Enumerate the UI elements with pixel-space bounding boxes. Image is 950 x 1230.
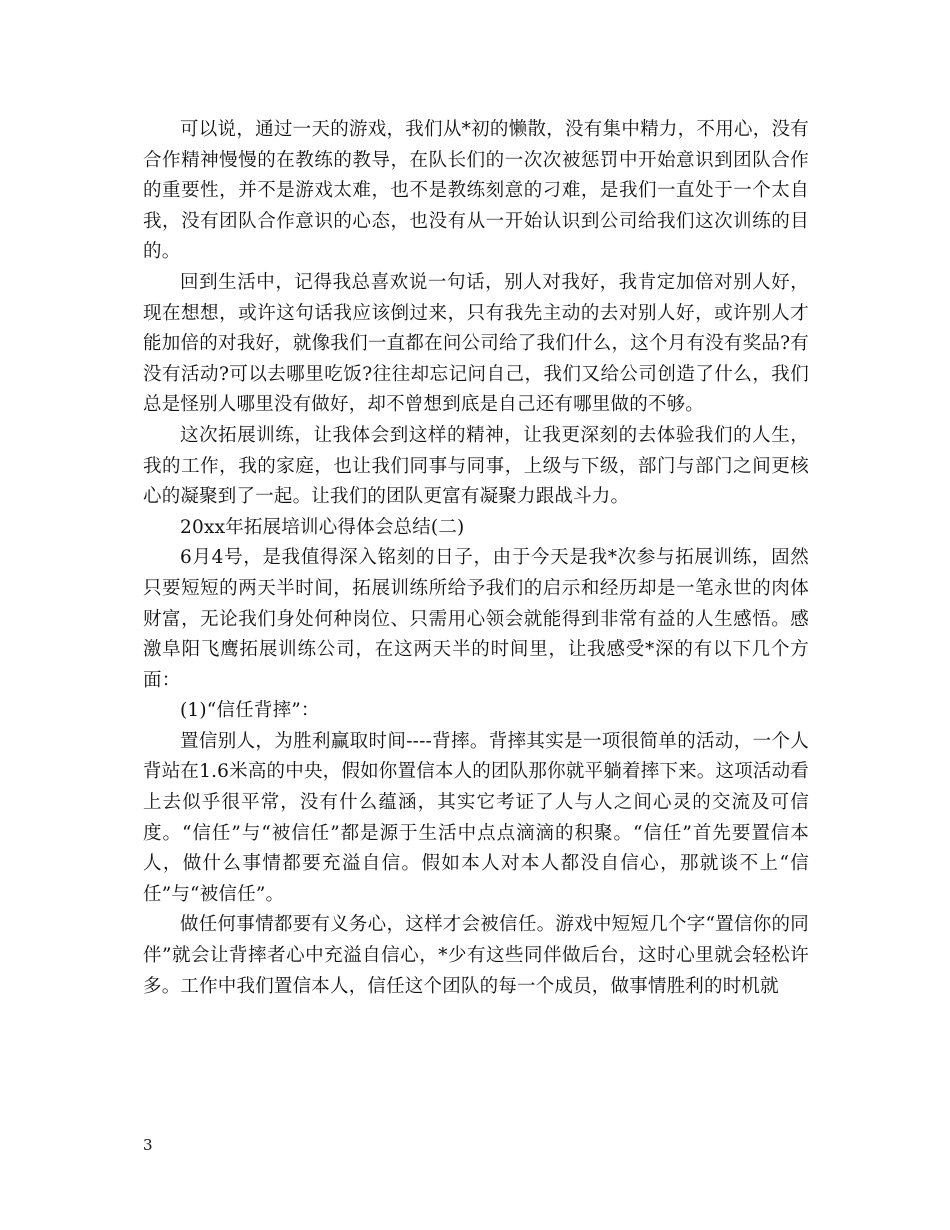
paragraph-responsibility: 做任何事情都要有义务心，这样才会被信任。游戏中短短几个字“置信你的同伴”就会让背摔者心中充溢自信心，*少有这些同伴做后台，这时心里就会轻松许多。工作中我们置信本人，信任这个团队的每一个成员，做事情胜利的时机就 xyxy=(143,914,809,997)
paragraph-training-spirit: 这次拓展训练，让我体会到这样的精神，让我更深刻的去体验我们的人生，我的工作，我的家庭，也让我们同事与同事，上级与下级，部门与部门之间更核心的凝聚到了一起。让我们的团队更富有凝聚力跟战斗力。 xyxy=(143,424,809,508)
paragraph-june-fourth: 6月4号，是我值得深入铭刻的日子，由于今天是我*次参与拓展训练，固然只要短短的两天半时间，拓展训练所给予我们的启示和经历却是一笔永世的肉体财富，无论我们身处何种岗位、只需用心领会就能得到非常有益的人生感悟。感激阜阳飞鹰拓展训练公司，在这两天半的时间里，让我感受*深的有以下几个方面： xyxy=(143,547,809,691)
section-heading: 20xx年拓展培训心得体会总结(二) xyxy=(180,516,465,538)
subheading-trust-fall: (1)“信任背摔”： xyxy=(180,700,320,722)
page-number: 3 xyxy=(143,1136,153,1154)
paragraph-trust-fall: 置信别人，为胜利赢取时间----背摔。背摔其实是一项很简单的活动，一个人背站在1.6米高的中央，假如你置信本人的团队那你就平躺着摔下来。这项活动看上去似乎很平常，没有什么蕴涵，其实它考证了人与人之间心灵的交流及可信度。“信任”与“被信任”都是源于生活中点点滴滴的积聚。“信任”首先要置信本人，做什么事情都要充溢自信。假如本人对本人都没自信心，那就谈不上“信任”与“被信任”。 xyxy=(143,730,809,905)
document-body xyxy=(143,115,809,1002)
paragraph-life-reflection: 回到生活中，记得我总喜欢说一句话，别人对我好，我肯定加倍对别人好，现在想想，或许这句话我应该倒过来，只有我先主动的去对别人好，或许别人才能加倍的对我好，就像我们一直都在问公司给了我们什么，这个月有没有奖品?有没有活动?可以去哪里吃饭?往往却忘记问自己，我们又给公司创造了什么，我们总是怪别人哪里没有做好，却不曾想到底是自己还有哪里做的不够。 xyxy=(143,271,809,416)
paragraph-teamwork-reflection: 可以说，通过一天的游戏，我们从*初的懒散，没有集中精力，不用心，没有合作精神慢慢的在教练的教导，在队长们的一次次被惩罚中开始意识到团队合作的重要性，并不是游戏太难，也不是教练刻意的刁难，是我们一直处于一个太自我，没有团队合作意识的心态，也没有从一开始认识到公司给我们这次训练的目的。 xyxy=(143,119,809,263)
